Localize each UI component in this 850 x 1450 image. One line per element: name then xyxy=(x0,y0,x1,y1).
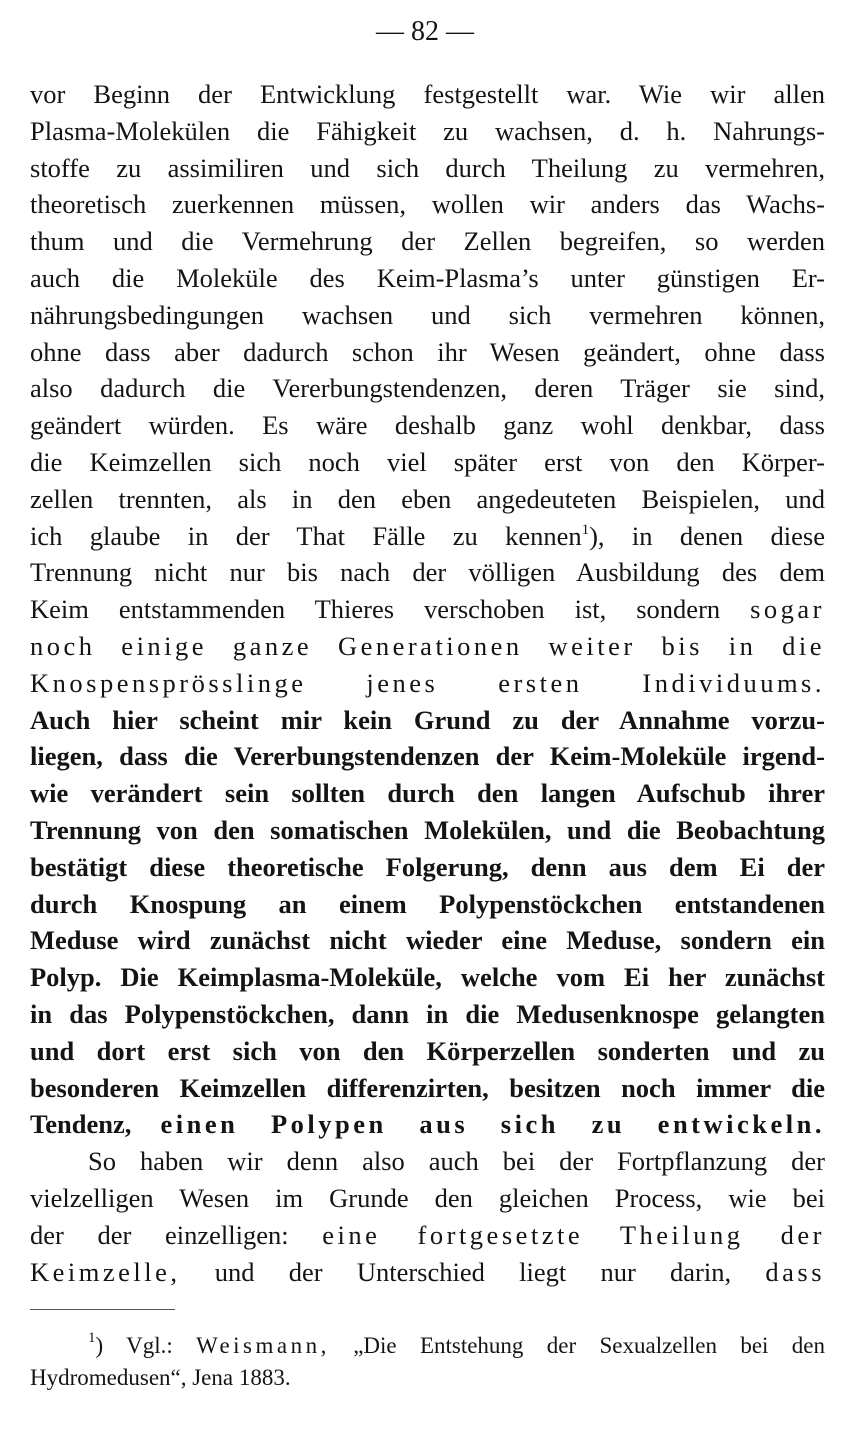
text-line: auch die Moleküle des Keim-Plasma’s unter günstigen Er- xyxy=(30,262,825,293)
text-line xyxy=(30,1217,825,1254)
text-line: vor Beginn der Entwicklung festgestellt war. Wie wir allen xyxy=(30,79,825,109)
paragraph-first-line: So haben wir denn also auch bei der Fortpflanzung der xyxy=(88,1146,825,1177)
text-line: geändert würden. Es wäre deshalb ganz wohl denkbar, dass xyxy=(30,410,825,441)
body-text xyxy=(30,76,825,1290)
text-line: also dadurch die Vererbungstendenzen, deren Träger sie sind, xyxy=(30,373,825,404)
text-segment: ), in denen diese xyxy=(589,520,825,551)
footnote-line xyxy=(30,1330,825,1362)
text-line: in das Polypenstöckchen, dann in die Medusenknospe gelangten xyxy=(30,998,825,1029)
spaced-text: Keimzelle, xyxy=(30,1256,181,1287)
text-line: Trennung nicht nur bis nach der völligen Ausbildung des dem xyxy=(30,557,825,588)
text-line xyxy=(30,1254,825,1291)
spaced-text: sogar xyxy=(750,594,825,625)
text-line: liegen, dass die Vererbungstendenzen der Keim-Moleküle irgend- xyxy=(30,741,825,772)
footnote xyxy=(30,1330,825,1394)
footnote-divider xyxy=(30,1309,175,1310)
text-segment: ich glaube in der That Fälle zu kennen xyxy=(30,520,582,551)
text-line: zellen trennten, als in den eben angedeuteten Beispielen, und xyxy=(30,483,825,514)
text-line: Meduse wird zunächst nicht wieder eine Meduse, sondern ein xyxy=(30,925,825,956)
text-line xyxy=(30,591,825,628)
text-line: Polyp. Die Keimplasma-Moleküle, welche vom Ei her zunächst xyxy=(30,962,825,993)
spaced-text: einen Polypen aus sich zu entwickeln. xyxy=(160,1109,825,1140)
text-line: und dort erst sich von den Körperzellen sonderten und zu xyxy=(30,1035,825,1066)
text-line: besonderen Keimzellen differenzirten, besitzen noch immer die xyxy=(30,1072,825,1103)
footnote-prefix: ) Vgl.: xyxy=(95,1333,173,1358)
text-line xyxy=(30,1106,825,1143)
text-segment: Tendenz, xyxy=(30,1109,132,1140)
page-number: — 82 — xyxy=(376,16,474,47)
text-line: thum und die Vermehrung der Zellen begreifen, so werden xyxy=(30,226,825,257)
text-line: vielzelligen Wesen im Grunde den gleichen Process, wie bei xyxy=(30,1182,825,1213)
text-segment: Keim entstammenden Thieres verschoben ist, sondern xyxy=(30,594,721,625)
footnote-title: „Die Entstehung der Sexualzellen bei den xyxy=(353,1333,825,1358)
text-line: theoretisch zuerkennen müssen, wollen wir anders das Wachs- xyxy=(30,189,825,220)
spaced-text: eine fortgesetzte Theilung der xyxy=(322,1219,825,1250)
text-line: Trennung von den somatischen Molekülen, und die Beobachtung xyxy=(30,814,825,845)
text-segment: und der Unterschied liegt nur darin, xyxy=(214,1256,732,1287)
text-line: stoffe zu assimiliren und sich durch Theilung zu vermehren, xyxy=(30,152,825,183)
text-line: durch Knospung an einem Polypenstöckchen entstandenen xyxy=(30,888,825,919)
footnote-marker: 1 xyxy=(88,1330,96,1346)
text-line xyxy=(30,518,825,555)
footnote-reference[interactable]: 1 xyxy=(581,521,590,538)
text-line: die Keimzellen sich noch viel später erst von den Körper- xyxy=(30,446,825,477)
text-segment: der der einzelligen: xyxy=(30,1219,289,1250)
footnote-line: Hydromedusen“, Jena 1883. xyxy=(30,1365,291,1390)
text-line: Plasma-Molekülen die Fähigkeit zu wachsen, d. h. Nahrungs- xyxy=(30,115,825,146)
text-line: bestätigt diese theoretische Folgerung, denn aus dem Ei der xyxy=(30,851,825,882)
text-line: ohne dass aber dadurch schon ihr Wesen geändert, ohne dass xyxy=(30,336,825,367)
spaced-text-line: noch einige ganze Generationen weiter bis in die xyxy=(30,630,825,661)
text-line: Auch hier scheint mir kein Grund zu der Annahme vorzu- xyxy=(30,704,825,735)
text-line: wie verändert sein sollten durch den langen Aufschub ihrer xyxy=(30,778,825,809)
spaced-text-line: Knospensprösslinge jenes ersten Individuums. xyxy=(30,667,825,698)
spaced-text: dass xyxy=(765,1256,825,1287)
footnote-author: Weismann, xyxy=(196,1333,330,1358)
text-line: nährungsbedingungen wachsen und sich vermehren können, xyxy=(30,299,825,330)
